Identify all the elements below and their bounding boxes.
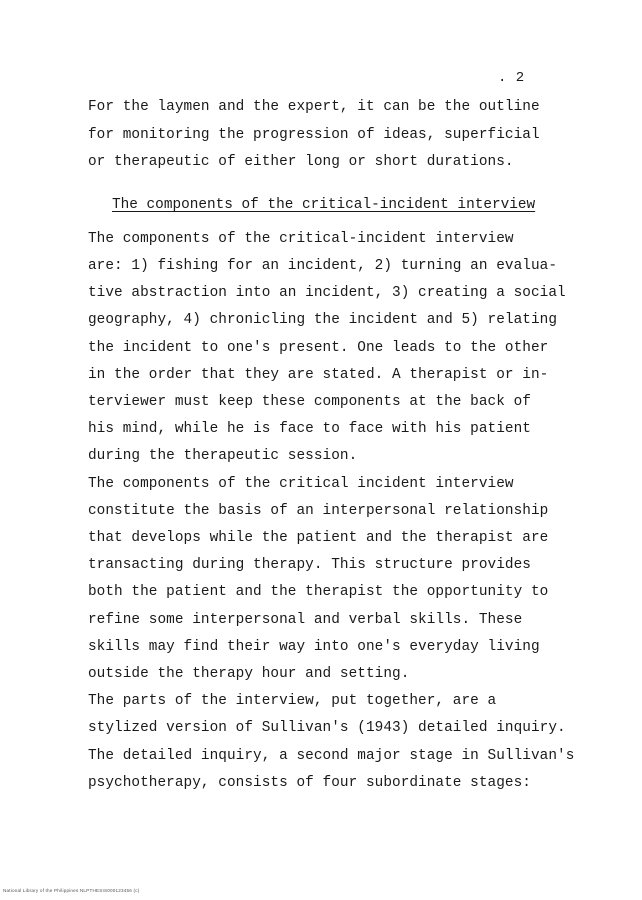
body-line-6: in the order that they are stated. A therapist or in- xyxy=(88,367,549,383)
body-line-10: The components of the critical incident interview xyxy=(88,476,514,492)
body-line-15: refine some interpersonal and verbal skills. These xyxy=(88,612,523,628)
body-line-16: skills may find their way into one's everyday living xyxy=(88,639,540,655)
body-line-5: the incident to one's present. One leads to the other xyxy=(88,340,549,356)
section-heading: The components of the critical-incident interview xyxy=(112,197,536,213)
scan-footer: National Library of the Philippines NLPTHESIS000123456 (c) xyxy=(3,888,140,893)
intro-line-1: For the laymen and the expert, it can be the outline xyxy=(88,99,540,115)
body-line-12: that develops while the patient and the therapist are xyxy=(88,530,549,546)
body-line-19: stylized version of Sullivan's (1943) detailed inquiry. xyxy=(88,720,566,736)
body-line-2: are: 1) fishing for an incident, 2) turning an evalua- xyxy=(88,258,558,274)
body-line-3: tive abstraction into an incident, 3) creating a social xyxy=(88,285,566,301)
body-line-17: outside the therapy hour and setting. xyxy=(88,666,410,682)
body-line-1: The components of the critical-incident interview xyxy=(88,231,514,247)
body-line-8: his mind, while he is face to face with his patient xyxy=(88,421,531,437)
intro-line-2: for monitoring the progression of ideas, superficial xyxy=(88,127,540,143)
body-line-14: both the patient and the therapist the opportunity to xyxy=(88,584,549,600)
body-line-21: psychotherapy, consists of four subordinate stages: xyxy=(88,775,531,791)
body-line-11: constitute the basis of an interpersonal relationship xyxy=(88,503,549,519)
body-line-7: terviewer must keep these components at the back of xyxy=(88,394,531,410)
body-line-9: during the therapeutic session. xyxy=(88,448,358,464)
page-number: . 2 xyxy=(498,70,525,86)
body-line-4: geography, 4) chronicling the incident and 5) relating xyxy=(88,312,558,328)
body-line-20: The detailed inquiry, a second major stage in Sullivan's xyxy=(88,748,575,764)
intro-line-3: or therapeutic of either long or short durations. xyxy=(88,154,514,170)
body-line-18: The parts of the interview, put together, are a xyxy=(88,693,497,709)
body-line-13: transacting during therapy. This structure provides xyxy=(88,557,531,573)
